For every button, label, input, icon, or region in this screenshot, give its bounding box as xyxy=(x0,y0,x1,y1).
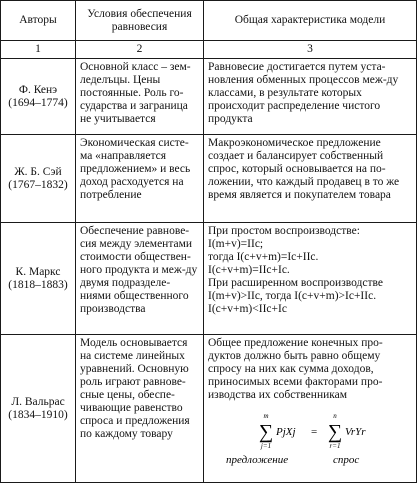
sum-upper-left: m xyxy=(263,412,269,420)
header-general: Общая характеристика модели xyxy=(204,1,417,41)
description-cell: Макроэкономическое предложение создает и балансирует собственный спрос, который основывается на по-ложении, что каждый продавец в то же время является и покупателем товара xyxy=(204,135,417,223)
table-row-quesnay xyxy=(1,59,417,135)
column-number-row xyxy=(1,41,417,59)
author-cell xyxy=(1,135,76,223)
author-name: Ж. Б. Сэй xyxy=(14,165,62,178)
description-cell: Равновесие достигается путем уста-новления обменных процессов меж-ду классами, в результате которых происходит распределение чистого продукта xyxy=(204,59,417,135)
column-number-1: 1 xyxy=(1,41,76,59)
description-text: Общее предложение конечных про-дуктов должно быть равно общему спросу на них как сумма доходов, приносимых всеми факторами про-изводства их собственникам xyxy=(208,337,383,401)
header-authors: Авторы xyxy=(1,1,76,41)
formula-line: I(m+v)=IIc; xyxy=(208,238,264,250)
sum-lower-right: r=1 xyxy=(329,442,341,450)
header-row xyxy=(1,1,417,41)
formula-line: При расширенном воспроизводстве xyxy=(208,277,383,289)
description-cell xyxy=(204,223,417,335)
walras-equation xyxy=(208,408,412,468)
formula-line: тогда I(c+v+m)=Ic+IIc. xyxy=(208,251,319,263)
demand-label: спрос xyxy=(333,454,360,466)
table-row-walras xyxy=(1,335,417,483)
sum-term-left: PjXj xyxy=(276,426,296,438)
author-name: Л. Вальрас xyxy=(11,395,65,408)
table-row-marx xyxy=(1,223,417,335)
formula-line: I(c+v+m)<IIc+Ic xyxy=(208,303,287,315)
sum-upper-right: n xyxy=(333,412,337,420)
condition-cell: Основной класс – зем-леделъцы. Цены постоянные. Роль го-сударства и заграница не учитывается xyxy=(76,59,204,135)
column-number-3: 3 xyxy=(204,41,417,59)
author-years: (1818–1883) xyxy=(8,278,68,291)
equation-graphic xyxy=(208,408,408,468)
author-cell xyxy=(1,335,76,483)
header-conditions: Условия обеспечения равновесия xyxy=(76,1,204,41)
equals-sign: = xyxy=(311,426,318,438)
sum-term-right: VrYr xyxy=(345,426,366,438)
formula-line: При простом воспроизводстве: xyxy=(208,225,360,237)
author-cell xyxy=(1,59,76,135)
supply-label: предложение xyxy=(226,454,289,466)
sigma-right-icon: ∑ xyxy=(327,421,343,443)
condition-cell: Экономическая систе-ма «направляется предложением» и весь доход расходуется на потребление xyxy=(76,135,204,223)
condition-cell: Обеспечение равнове-сия между элементами стоимости обществен-ного продукта и меж-ду двумя подразделе-ниями общественного производства xyxy=(76,223,204,335)
formula-line: I(m+v)>IIc, тогда I(c+v+m)>Ic+IIc. xyxy=(208,290,377,302)
author-years: (1694–1774) xyxy=(8,96,68,109)
author-name: Ф. Кенэ xyxy=(18,83,58,96)
author-name: К. Маркс xyxy=(15,265,61,278)
sigma-left-icon: ∑ xyxy=(258,421,274,443)
author-years: (1767–1832) xyxy=(8,178,68,191)
table-row-say xyxy=(1,135,417,223)
condition-cell: Модель основывается на системе линейных уравнений. Основную роль играют равнове-сные цены, обеспе-чивающие равенство спроса и предложения по каждому товару xyxy=(76,335,204,483)
description-cell xyxy=(204,335,417,483)
author-years: (1834–1910) xyxy=(8,408,68,421)
sum-lower-left: j=1 xyxy=(260,442,272,450)
author-cell xyxy=(1,223,76,335)
formula-line: I(c+v+m)=IIc+Ic. xyxy=(208,264,290,276)
column-number-2: 2 xyxy=(76,41,204,59)
